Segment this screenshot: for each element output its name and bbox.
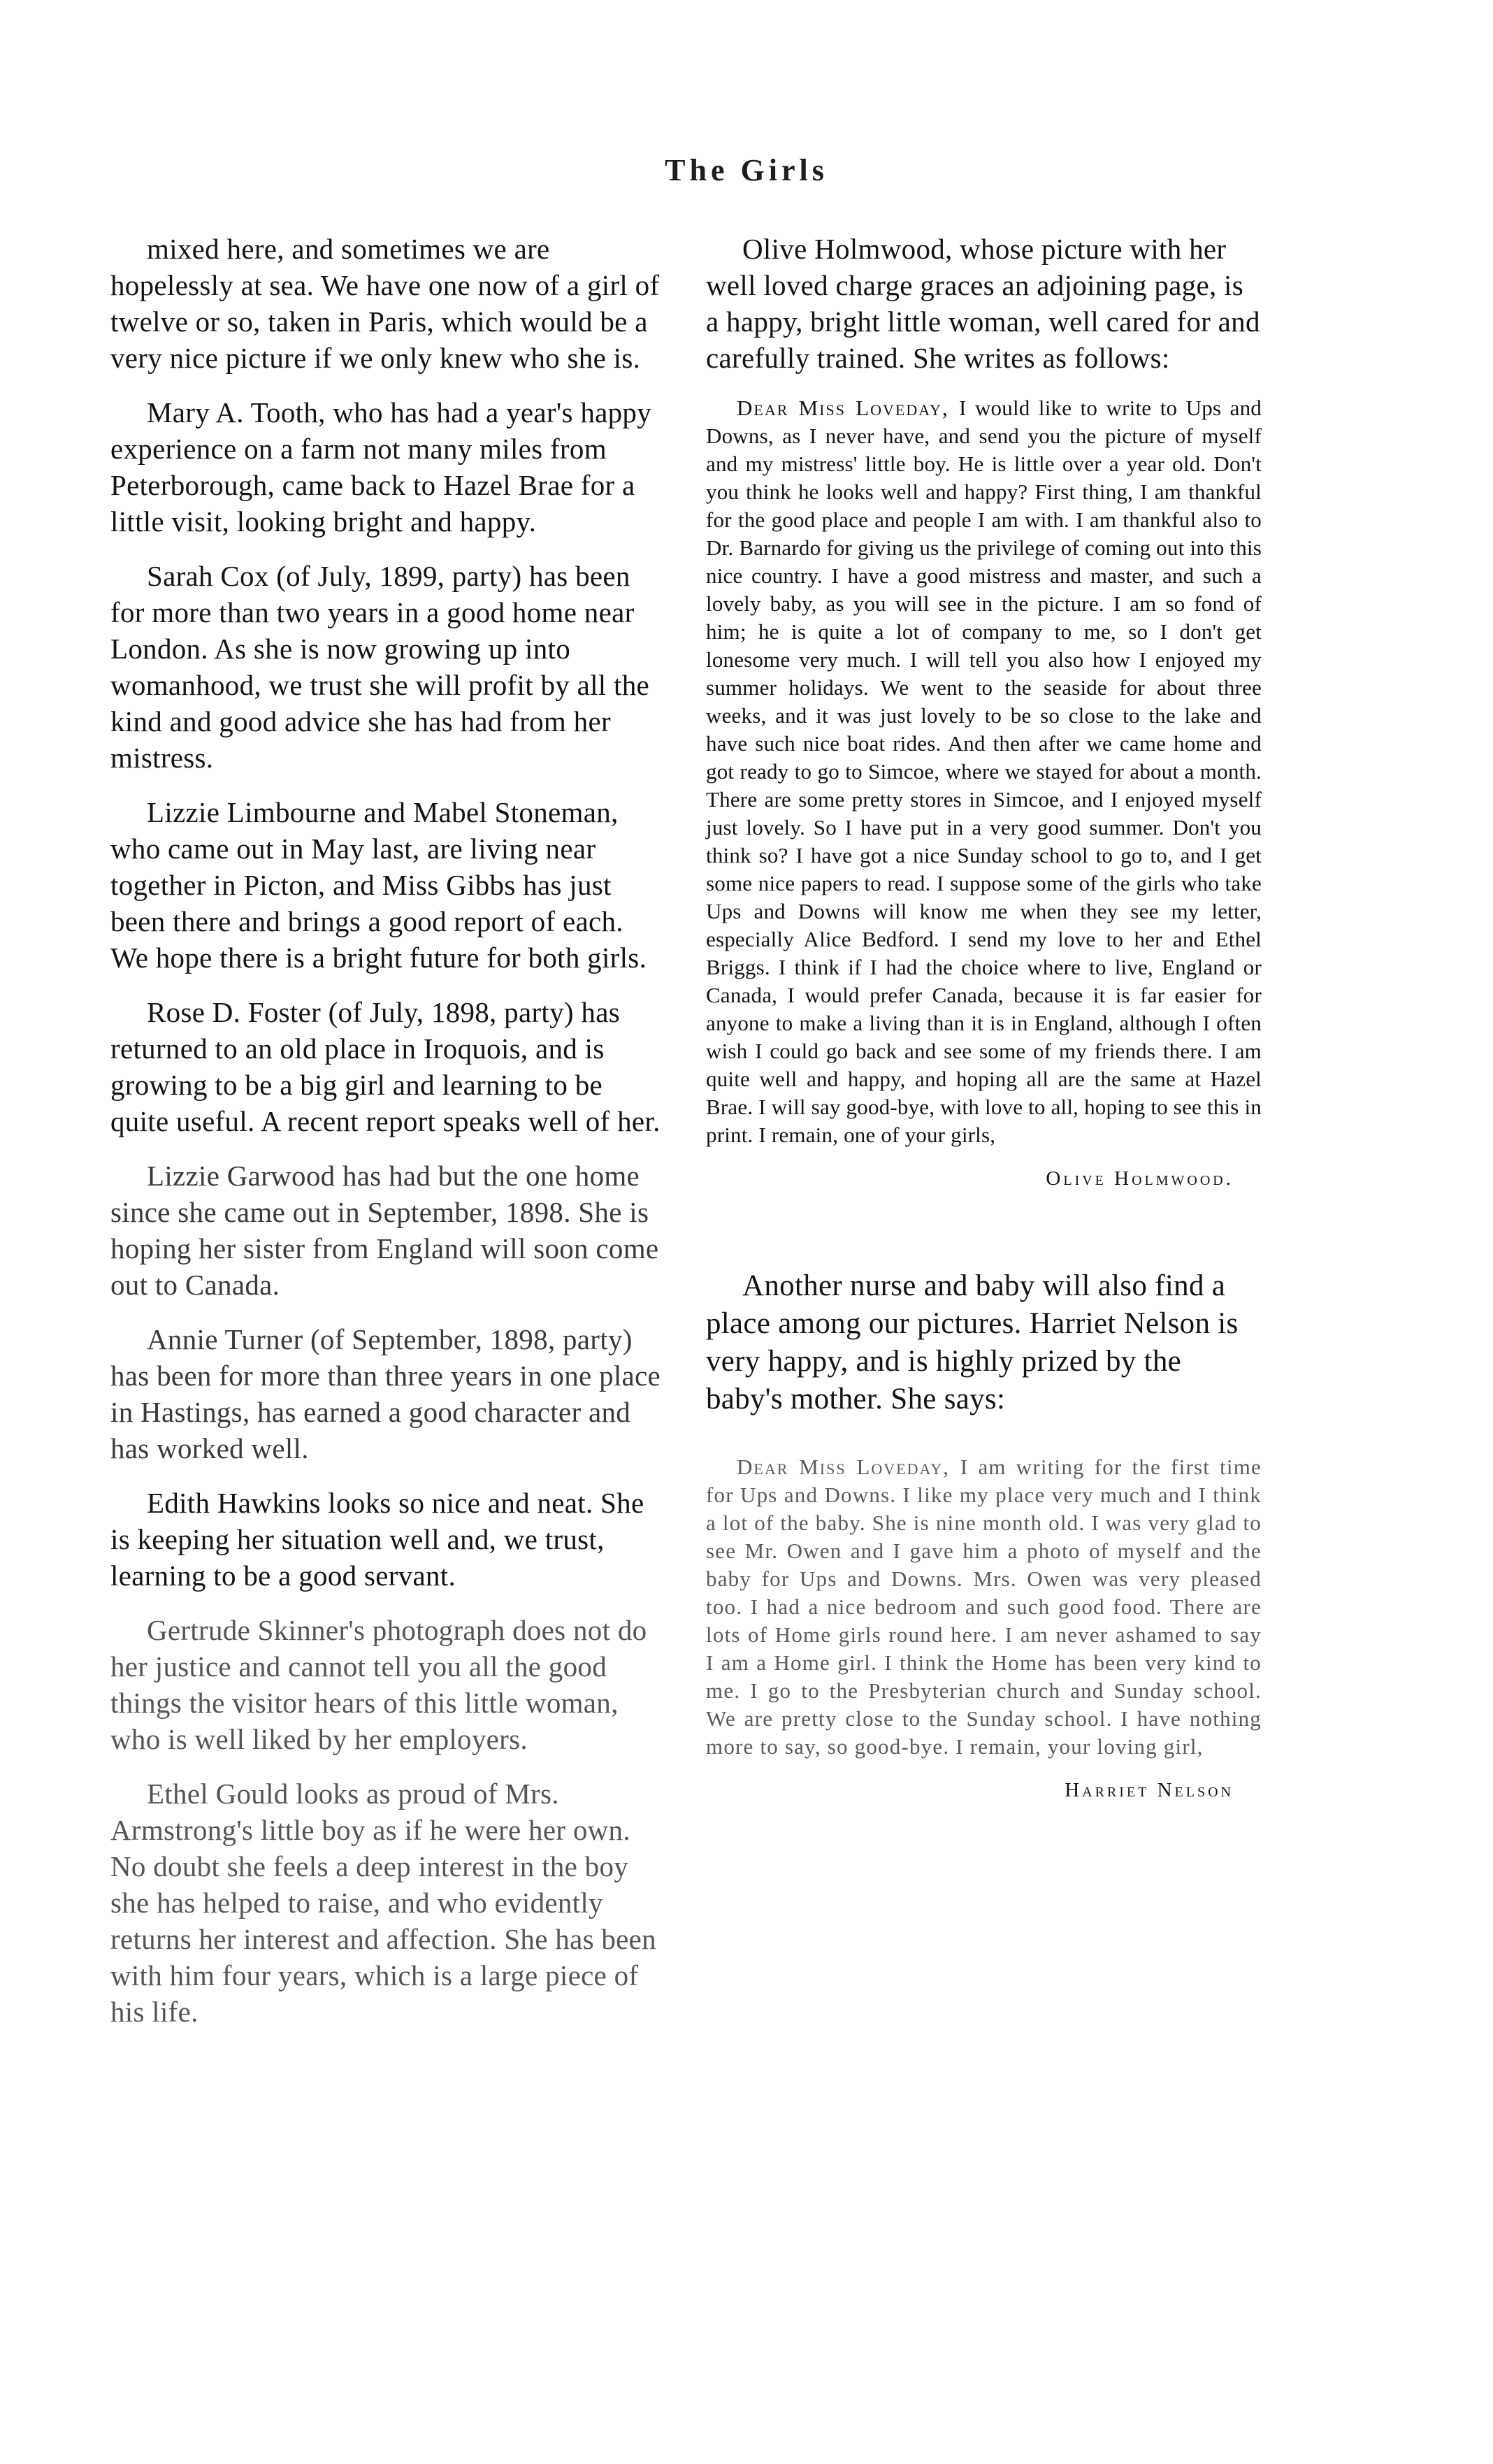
paragraph-ethel-gould: Ethel Gould looks as proud of Mrs. Armstrong's little boy as if he were her own. No doubt she feels a deep interest in the boy she has helped to raise, and who evidently returns her interest and affection. She has been with him four years, which is a large piece of his life. bbox=[110, 1778, 656, 2028]
left-column bbox=[110, 231, 663, 2048]
right-column bbox=[706, 231, 1262, 1802]
letter-salutation: Dear Miss Loveday, bbox=[737, 396, 959, 420]
running-head: The Girls bbox=[665, 153, 828, 187]
letter-harriet-nelson bbox=[706, 1453, 1262, 1761]
letter-signature: Harriet Nelson bbox=[1065, 1779, 1234, 1801]
letter-salutation: Dear Miss Loveday, bbox=[737, 1455, 960, 1479]
letter-body: I would like to write to Ups and Downs, as I never have, and send you the picture of myself and my mistress' little boy. He is little over a year old. Don't you think he looks well and happy? First thing, I am thankful for the good place and people I am with. I am thankful also to Dr. Barnardo for giving us the privilege of coming out into this nice country. I have a good mistress and master, and such a lovely baby, as you will see in the picture. I am so fond of him; he is quite a lot of company to me, so I don't get lonesome very much. I will tell you also how I enjoyed my summer holidays. We went to the seaside for about three weeks, and it was just lovely to be so close to the lake and have such nice boat rides. And then after we came home and got ready to go to Simcoe, where we stayed for about a month. There are some pretty stores in Simcoe, and I enjoyed myself just lovely. So I have put in a very good summer. Don't you think so? I have got a nice Sunday school to go to, and I get some nice papers to read. I suppose some of the girls who take Ups and Downs will know me when they see my letter, especially Alice Bedford. I send my love to her and Ethel Briggs. I think if I had the choice where to live, England or Canada, I would prefer Canada, because it is far easier for anyone to make a living than it is in England, although I often wish I could go back and see some of my friends there. I am quite well and happy, and hoping all are the same at Hazel Brae. I will say good-bye, with love to all, hoping to see this in print. I remain, one of your girls, bbox=[706, 396, 1262, 1147]
paragraph-olive-holmwood-intro: Olive Holmwood, whose picture with her well loved charge graces an adjoining page, is a happy, bright little woman, well cared for and carefully trained. She writes as follows: bbox=[706, 233, 1260, 374]
paragraph-lizzie-garwood: Lizzie Garwood has had but the one home since she came out in September, 1898. She is hoping her sister from England will soon come out to Canada. bbox=[110, 1160, 659, 1301]
paragraph-mary-tooth: Mary A. Tooth, who has had a year's happy experience on a farm not many miles from Peterborough, came back to Hazel Brae for a little visit, looking bright and happy. bbox=[110, 396, 652, 538]
letter-signature: Olive Holmwood. bbox=[1046, 1167, 1234, 1190]
letter-body: I am writing for the first time for Ups and Downs. I like my place very much and I think a lot of the baby. She is nine month old. I was very glad to see Mr. Owen and I gave him a photo of myself and the baby for Ups and Downs. Mrs. Owen was very pleased too. I had a nice bedroom and such good food. There are lots of Home girls round here. I am never ashamed to say I am a Home girl. I think the Home has been very kind to me. I go to the Presbyterian church and Sunday school. We are pretty close to the Sunday school. I have nothing more to say, so good-bye. I remain, your loving girl, bbox=[706, 1455, 1262, 1759]
paragraph-edith-hawkins: Edith Hawkins looks so nice and neat. She is keeping her situation well and, we trust, learning to be a good servant. bbox=[110, 1487, 644, 1592]
paragraph-limbourne-stoneman: Lizzie Limbourne and Mabel Stoneman, who came out in May last, are living near together in Picton, and Miss Gibbs has just been there and brings a good report of each. We hope there is a bright future for both girls. bbox=[110, 796, 647, 974]
paragraph-rose-foster: Rose D. Foster (of July, 1898, party) has returned to an old place in Iroquois, and is growing to be a big girl and learning to be quite useful. A recent report speaks well of her. bbox=[110, 996, 661, 1137]
paragraph-gertrude-skinner: Gertrude Skinner's photograph does not do her justice and cannot tell you all the good things the visitor hears of this little woman, who is well liked by her employers. bbox=[110, 1614, 647, 1755]
paragraph-annie-turner: Annie Turner (of September, 1898, party) has been for more than three years in one place in Hastings, has earned a good character and has worked well. bbox=[110, 1323, 661, 1464]
paragraph-sarah-cox: Sarah Cox (of July, 1899, party) has been for more than two years in a good home near London. As she is now growing up into womanhood, we trust she will profit by all the kind and good advice she has had from her mistress. bbox=[110, 560, 650, 774]
paragraph-unidentified-photos: mixed here, and sometimes we are hopelessly at sea. We have one now of a girl of twelve or so, taken in Paris, which would be a very nice picture if we only knew who she is. bbox=[110, 233, 660, 374]
paragraph-harriet-nelson-intro: Another nurse and baby will also find a place among our pictures. Harriet Nelson is very happy, and is highly prized by the baby's mother. She says: bbox=[706, 1269, 1239, 1415]
letter-olive-holmwood bbox=[706, 394, 1262, 1149]
